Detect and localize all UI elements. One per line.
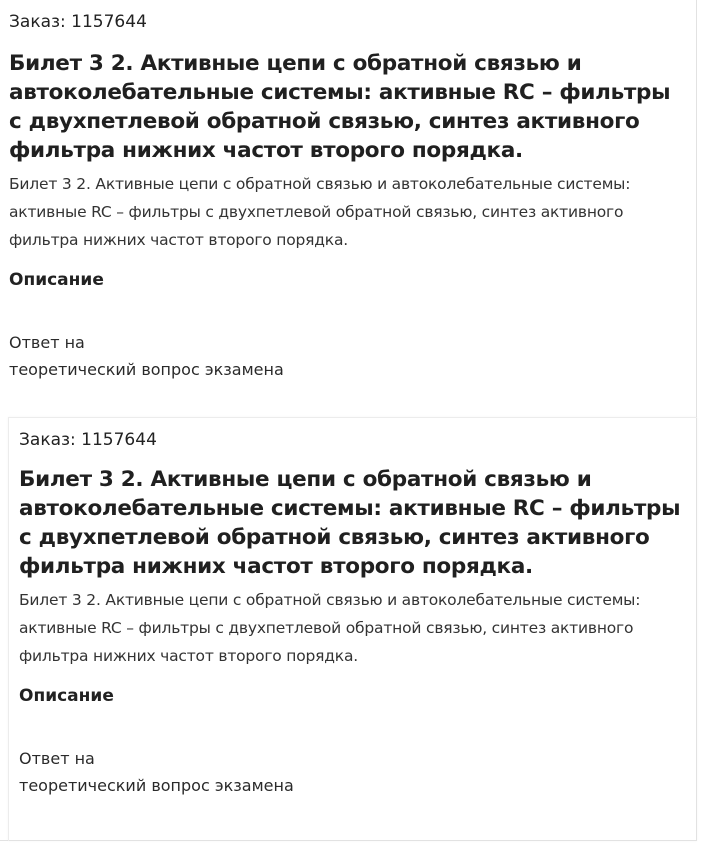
ticket-description: Билет 3 2. Активные цепи с обратной связью и автоколебательные системы: активные RC – фильтры с двухпетлевой обратной связью, синтез активного фильтра нижних частот второго порядка. xyxy=(9,175,631,249)
order-number: Заказ: 1157644 xyxy=(9,12,147,32)
ticket-title: Билет 3 2. Активные цепи с обратной связью и автоколебательные системы: активные RC – фильтры с двухпетлевой обратной связью, синтез активного фильтра нижних частот второго порядка. xyxy=(19,467,681,579)
description-heading: Описание xyxy=(9,270,104,290)
answer-text xyxy=(19,745,697,799)
answer-text xyxy=(9,329,689,383)
order-number: Заказ: 1157644 xyxy=(19,430,157,450)
answer-line-2: теоретический вопрос экзамена xyxy=(19,776,294,795)
order-card xyxy=(9,8,689,383)
ticket-description: Билет 3 2. Активные цепи с обратной связью и автоколебательные системы: активные RC – фильтры с двухпетлевой обратной связью, синтез активного фильтра нижних частот второго порядка. xyxy=(19,591,641,665)
order-card xyxy=(8,417,697,841)
answer-line-2: теоретический вопрос экзамена xyxy=(9,360,284,379)
answer-line-1: Ответ на xyxy=(19,749,95,768)
description-heading: Описание xyxy=(19,686,114,706)
ticket-title: Билет 3 2. Активные цепи с обратной связью и автоколебательные системы: активные RC – фильтры с двухпетлевой обратной связью, синтез активного фильтра нижних частот второго порядка. xyxy=(9,51,671,163)
answer-line-1: Ответ на xyxy=(9,333,85,352)
